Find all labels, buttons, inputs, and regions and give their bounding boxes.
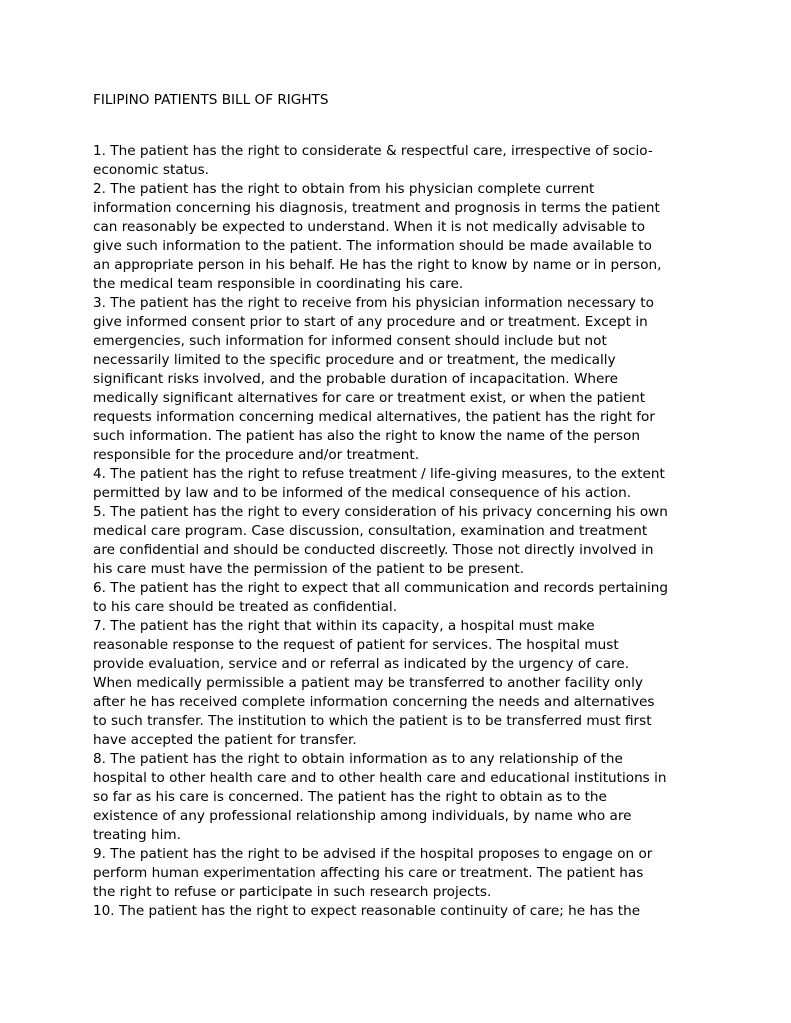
- text-line: responsible for the procedure and/or treatment.: [93, 447, 420, 463]
- text-line: 2. The patient has the right to obtain from his physician complete current: [93, 181, 595, 197]
- text-line: perform human experimentation affecting his care or treatment. The patient has: [93, 865, 644, 881]
- text-line: his care must have the permission of the patient to be present.: [93, 561, 525, 577]
- text-line: can reasonably be expected to understand. When it is not medically advisable to: [93, 219, 646, 235]
- text-line: provide evaluation, service and or referral as indicated by the urgency of care.: [93, 656, 630, 672]
- text-line: to such transfer. The institution to which the patient is to be transferred must first: [93, 713, 652, 729]
- text-line: 8. The patient has the right to obtain information as to any relationship of the: [93, 751, 623, 767]
- text-line: medically significant alternatives for care or treatment exist, or when the patient: [93, 390, 646, 406]
- text-line: the medical team responsible in coordinating his care.: [93, 276, 464, 292]
- document-title: FILIPINO PATIENTS BILL OF RIGHTS: [93, 92, 329, 108]
- text-line: information concerning his diagnosis, treatment and prognosis in terms the patient: [93, 200, 660, 216]
- text-line: When medically permissible a patient may be transferred to another facility only: [93, 675, 643, 691]
- text-line: medical care program. Case discussion, consultation, examination and treatment: [93, 523, 648, 539]
- text-line: significant risks involved, and the probable duration of incapacitation. Where: [93, 371, 619, 387]
- text-line: 5. The patient has the right to every consideration of his privacy concerning his own: [93, 504, 668, 520]
- text-line: the right to refuse or participate in such research projects.: [93, 884, 492, 900]
- text-line: existence of any professional relationship among individuals, by name who are: [93, 808, 632, 824]
- text-line: treating him.: [93, 827, 181, 843]
- text-line: necessarily limited to the specific procedure and or treatment, the medically: [93, 352, 616, 368]
- text-line: after he has received complete information concerning the needs and alternatives: [93, 694, 655, 710]
- text-line: so far as his care is concerned. The patient has the right to obtain as to the: [93, 789, 607, 805]
- text-line: such information. The patient has also the right to know the name of the person: [93, 428, 640, 444]
- text-line: hospital to other health care and to other health care and educational institutions in: [93, 770, 667, 786]
- text-line: 3. The patient has the right to receive from his physician information necessary to: [93, 295, 654, 311]
- text-line: have accepted the patient for transfer.: [93, 732, 357, 748]
- text-line: are confidential and should be conducted discreetly. Those not directly involved in: [93, 542, 654, 558]
- text-line: to his care should be treated as confidential.: [93, 599, 398, 615]
- text-line: an appropriate person in his behalf. He has the right to know by name or in person,: [93, 257, 662, 273]
- text-line: give such information to the patient. The information should be made available to: [93, 238, 652, 254]
- document-body: [93, 142, 705, 921]
- text-line: permitted by law and to be informed of the medical consequence of his action.: [93, 485, 632, 501]
- text-line: 9. The patient has the right to be advised if the hospital proposes to engage on or: [93, 846, 653, 862]
- text-line: 1. The patient has the right to considerate & respectful care, irrespective of socio-: [93, 143, 653, 159]
- text-line: reasonable response to the request of patient for services. The hospital must: [93, 637, 619, 653]
- text-line: 10. The patient has the right to expect reasonable continuity of care; he has the: [93, 903, 641, 919]
- text-line: economic status.: [93, 162, 209, 178]
- text-line: 7. The patient has the right that within its capacity, a hospital must make: [93, 618, 595, 634]
- text-line: emergencies, such information for informed consent should include but not: [93, 333, 607, 349]
- text-line: requests information concerning medical alternatives, the patient has the right for: [93, 409, 655, 425]
- text-line: 6. The patient has the right to expect that all communication and records pertaining: [93, 580, 669, 596]
- text-line: give informed consent prior to start of any procedure and or treatment. Except in: [93, 314, 648, 330]
- text-line: 4. The patient has the right to refuse treatment / life-giving measures, to the extent: [93, 466, 665, 482]
